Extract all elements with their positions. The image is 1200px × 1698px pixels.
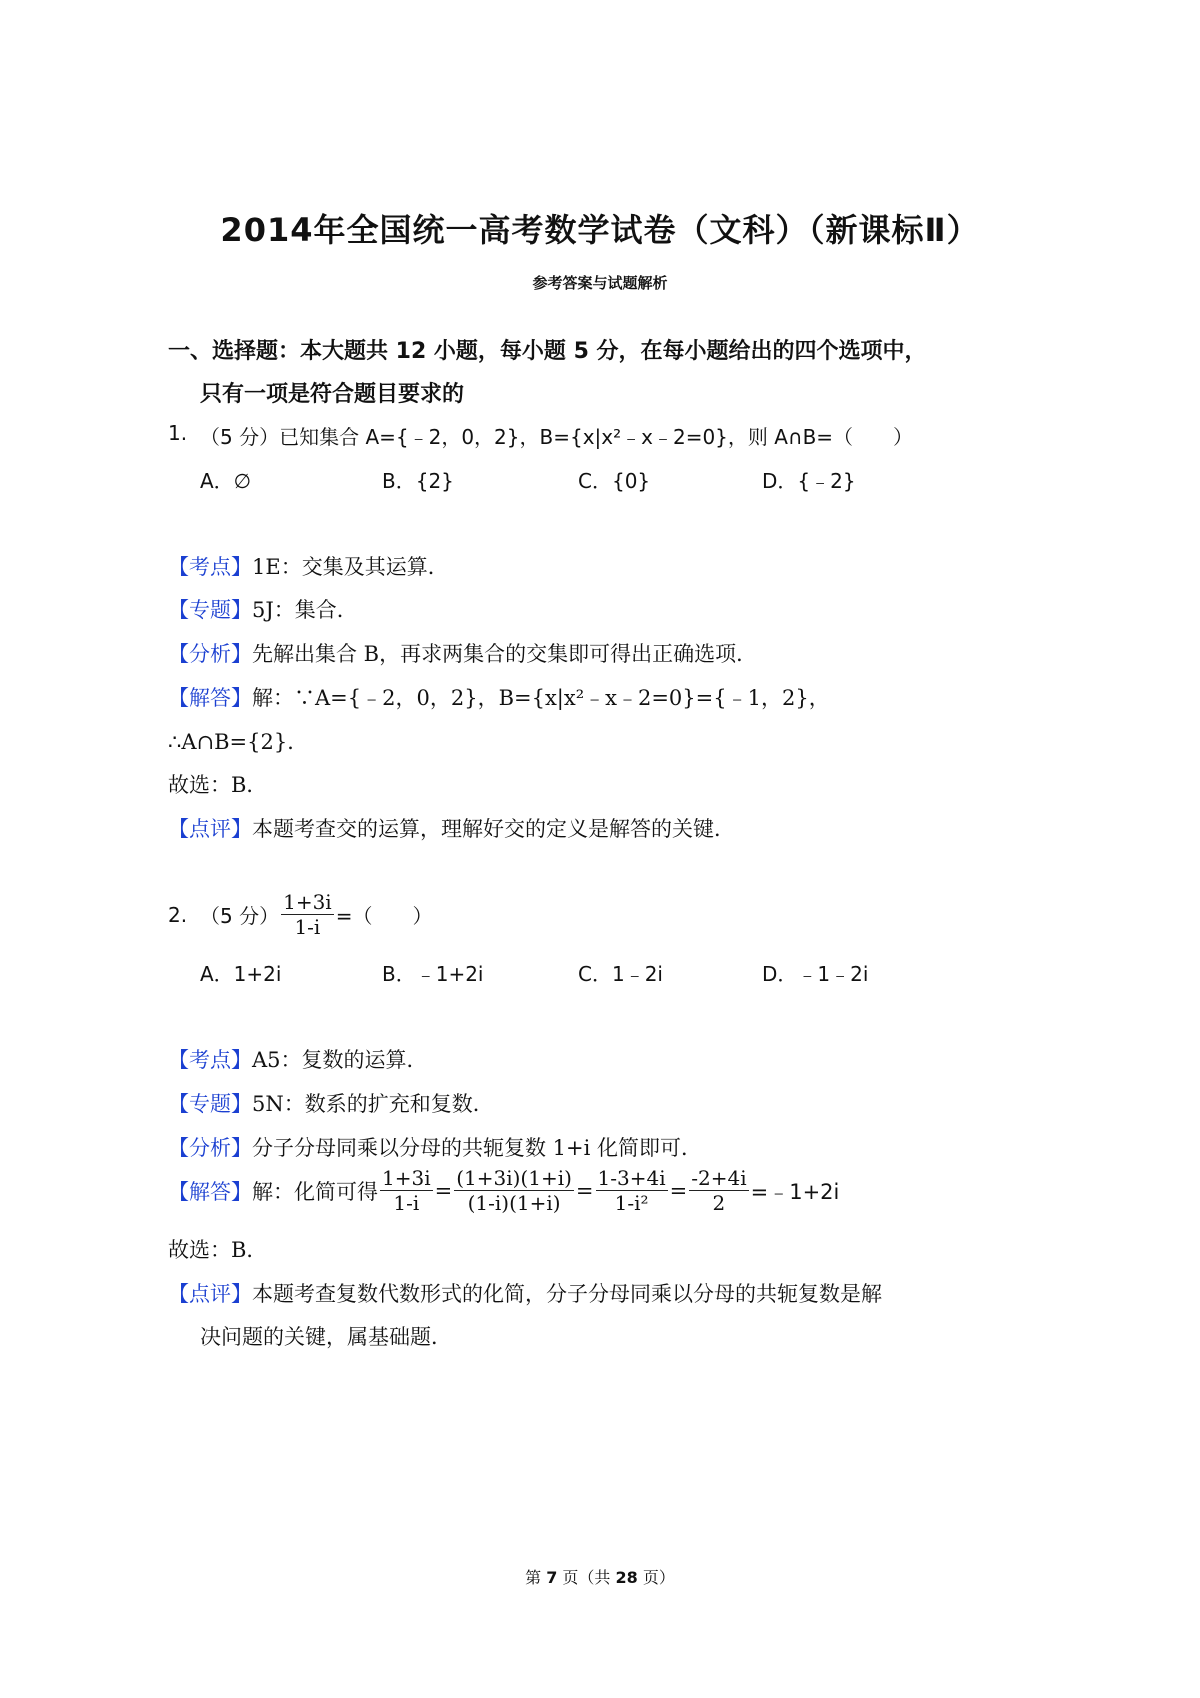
q2-dianping-text: 本题考查复数代数形式的化简，分子分母同乘以分母的共轭复数是解	[252, 1282, 882, 1306]
q2-answer: 故选：B．	[168, 1238, 268, 1262]
footer-post: 页）	[642, 1568, 675, 1587]
q1-answer: 故选：B．	[168, 773, 268, 797]
fraction-denominator: 1-i	[294, 915, 321, 939]
q1-kaodian	[168, 551, 449, 581]
q2-number: 2.	[168, 903, 188, 927]
q2-solution-result: =﹣1+2i	[750, 1179, 840, 1204]
q2-solution-fraction-1	[380, 1166, 433, 1215]
footer-pre: 第	[525, 1568, 542, 1587]
q2-stem-suffix: =（ ）	[335, 904, 433, 928]
q1-dianping-tag: 【点评】	[168, 817, 252, 841]
q2-kaodian-tag: 【考点】	[168, 1048, 252, 1072]
q1-zhuanti-text: 5J：集合．	[252, 598, 358, 622]
q2-stem-prefix: （5 分）	[200, 904, 280, 928]
q2-option-c: C．1﹣2i	[578, 962, 663, 986]
q1-stem: （5 分）已知集合 A={﹣2，0，2}，B={x|x²﹣x﹣2=0}，则 A∩B=（ ）	[200, 425, 914, 449]
fraction-denominator: 1-i²	[614, 1191, 649, 1215]
fraction-denominator: (1-i)(1+i)	[467, 1191, 561, 1215]
q1-option-a: A．∅	[200, 469, 252, 493]
q1-dianping-text: 本题考查交的运算，理解好交的定义是解答的关键．	[252, 817, 735, 841]
q2-fenxi-text: 分子分母同乘以分母的共轭复数 1+i 化简即可．	[252, 1136, 703, 1160]
q1-jieda	[168, 682, 830, 712]
q1-option-b: B．{2}	[382, 469, 454, 493]
fraction-denominator: 1-i	[393, 1191, 420, 1215]
q2-kaodian-text: A5：复数的运算．	[252, 1048, 428, 1072]
section-heading: 一、选择题：本大题共 12 小题，每小题 5 分，在每小题给出的四个选项中，	[168, 339, 927, 364]
q2-zhuanti	[168, 1088, 494, 1118]
q2-kaodian	[168, 1044, 428, 1074]
q2-fenxi-tag: 【分析】	[168, 1136, 252, 1160]
equals-sign: =	[575, 1178, 594, 1203]
q1-jieda-text: 解：∵A={﹣2，0，2}，B={x|x²﹣x﹣2=0}={﹣1，2}，	[252, 686, 830, 710]
q2-dianping	[168, 1278, 882, 1308]
q2-dianping-line2: 决问题的关键，属基础题．	[200, 1325, 452, 1349]
q1-fenxi	[168, 638, 757, 668]
q1-zhuanti	[168, 594, 358, 624]
q2-stem-fraction	[281, 890, 334, 939]
fraction-numerator: -2+4i	[691, 1166, 747, 1190]
q1-fenxi-tag: 【分析】	[168, 642, 252, 666]
q2-jieda-tag: 【解答】	[168, 1179, 252, 1204]
fraction-numerator: 1+3i	[382, 1166, 431, 1190]
q2-option-b: B．﹣1+2i	[382, 962, 484, 986]
q2-zhuanti-tag: 【专题】	[168, 1092, 252, 1116]
page-title: 2014年全国统一高考数学试卷（文科）（新课标Ⅱ）	[220, 211, 980, 249]
equals-sign: =	[434, 1178, 453, 1203]
q1-option-c: C．{0}	[578, 469, 651, 493]
q2-stem	[200, 890, 432, 939]
equals-sign: =	[669, 1178, 688, 1203]
section-heading-line2: 只有一项是符合题目要求的	[200, 382, 465, 407]
q1-number: 1.	[168, 421, 188, 445]
page-footer	[0, 1565, 1200, 1588]
fraction-numerator: 1+3i	[283, 890, 332, 914]
fraction-numerator: 1-3+4i	[597, 1166, 666, 1190]
fraction-denominator: 2	[712, 1191, 726, 1215]
q2-solution-fraction-4	[689, 1166, 748, 1215]
q2-solution-fraction-3	[596, 1166, 668, 1215]
q2-option-a: A．1+2i	[200, 962, 282, 986]
page-subtitle: 参考答案与试题解析	[532, 274, 668, 292]
q1-dianping	[168, 813, 735, 843]
q2-fenxi	[168, 1132, 702, 1162]
q1-kaodian-tag: 【考点】	[168, 555, 252, 579]
q2-jieda-prefix: 解：化简可得	[252, 1179, 378, 1204]
footer-mid: 页（共	[562, 1568, 611, 1587]
q1-option-d: D．{﹣2}	[762, 469, 856, 493]
q1-kaodian-text: 1E：交集及其运算．	[252, 555, 449, 579]
q1-fenxi-text: 先解出集合 B，再求两集合的交集即可得出正确选项．	[252, 642, 758, 666]
q2-jieda	[168, 1166, 839, 1215]
fraction-numerator: (1+3i)(1+i)	[456, 1166, 572, 1190]
footer-total-pages: 28	[615, 1568, 638, 1587]
q2-dianping-tag: 【点评】	[168, 1282, 252, 1306]
q2-solution-fraction-2	[454, 1166, 574, 1215]
q2-option-d: D．﹣1﹣2i	[762, 962, 869, 986]
q2-zhuanti-text: 5N：数系的扩充和复数．	[252, 1092, 494, 1116]
footer-page-number: 7	[546, 1568, 558, 1587]
q1-jieda-tag: 【解答】	[168, 686, 252, 710]
q1-zhuanti-tag: 【专题】	[168, 598, 252, 622]
q1-jieda-line2: ∴A∩B={2}．	[168, 730, 309, 754]
